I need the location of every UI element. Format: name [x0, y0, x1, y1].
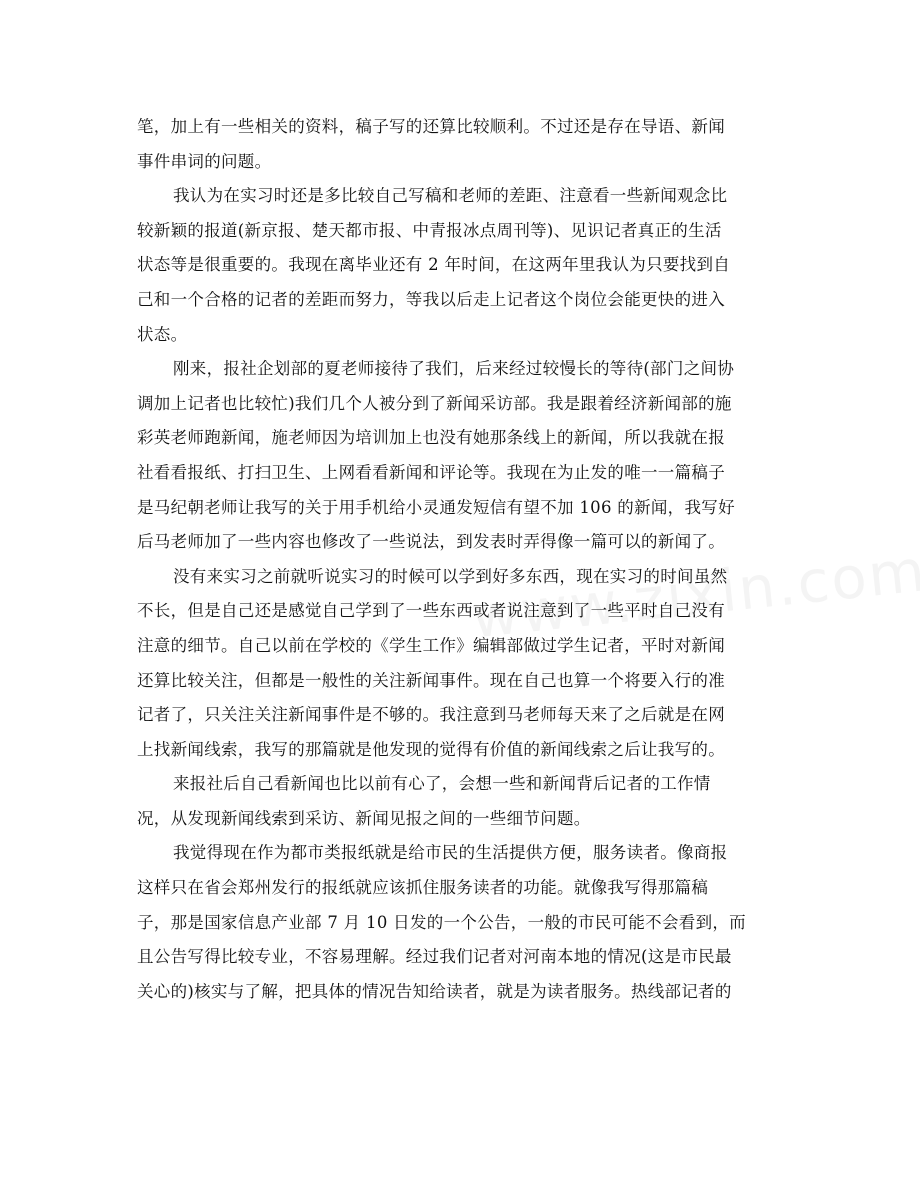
text-line: 记者了，只关注关注新闻事件是不够的。我注意到马老师每天来了之后就是在网 [137, 705, 725, 725]
text-line: 子，那是国家信息产业部 7 月 10 日发的一个公告，一般的市民可能不会看到，而 [137, 912, 746, 932]
paragraph [137, 352, 784, 560]
text-line: 我觉得现在作为都市类报纸就是给市民的生活提供方便，服务读者。像商报 [173, 843, 728, 863]
text-line: 彩英老师跑新闻，施老师因为培训加上也没有她那条线上的新闻，所以我就在报 [137, 428, 725, 448]
text-line: 关心的)核实与了解，把具体的情况告知给读者，就是为读者服务。热线部记者的 [137, 981, 732, 1001]
text-line: 注意的细节。自己以前在学校的《学生工作》编辑部做过学生记者，平时对新闻 [137, 635, 725, 655]
text-line: 状态。 [137, 324, 188, 344]
text-line: 刚来，报社企划部的夏老师接待了我们，后来经过较慢长的等待(部门之间协 [173, 359, 735, 379]
text-line: 状态等是很重要的。我现在离毕业还有 2 年时间，在这两年里我认为只要找到自 [137, 255, 731, 275]
text-line: 来报社后自己看新闻也比以前有心了，会想一些和新闻背后记者的工作情 [173, 774, 711, 794]
text-line: 这样只在省会郑州发行的报纸就应该抓住服务读者的功能。就像我写得那篇稿 [137, 878, 709, 898]
document-body [137, 110, 784, 1009]
text-line: 社看看报纸、打扫卫生、上网看看新闻和评论等。我现在为止发的唯一一篇稿子 [137, 462, 725, 482]
text-line: 事件串词的问题。 [137, 151, 272, 171]
paragraph [137, 179, 784, 352]
paragraph [137, 110, 784, 179]
text-line: 我认为在实习时还是多比较自己写稿和老师的差距、注意看一些新闻观念比 [173, 186, 728, 206]
text-line: 笔，加上有一些相关的资料，稿子写的还算比较顺利。不过还是存在导语、新闻 [137, 117, 725, 136]
text-line: 较新颖的报道(新京报、楚天都市报、中青报冰点周刊等)、见识记者真正的生活 [137, 220, 722, 240]
text-line: 后马老师加了一些内容也修改了一些说法，到发表时弄得像一篇可以的新闻了。 [137, 532, 725, 552]
text-line: 不长，但是自己还是感觉自己学到了一些东西或者说注意到了一些平时自己没有 [137, 601, 725, 621]
text-line: 且公告写得比较专业，不容易理解。经过我们记者对河南本地的情况(这是市民最 [137, 947, 732, 967]
text-line: 己和一个合格的记者的差距而努力，等我以后走上记者这个岗位会能更快的进入 [137, 289, 725, 309]
text-line: 没有来实习之前就听说实习的时候可以学到好多东西，现在实习的时间虽然 [173, 566, 728, 586]
paragraph [137, 560, 784, 768]
text-line: 上找新闻线索，我写的那篇就是他发现的觉得有价值的新闻线索之后让我写的。 [137, 739, 725, 759]
text-line: 是马纪朝老师让我写的关于用手机给小灵通发短信有望不加 106 的新闻，我写好 [137, 497, 735, 517]
text-line: 调加上记者也比较忙)我们几个人被分到了新闻采访部。我是跟着经济新闻部的施 [137, 393, 732, 413]
text-line: 况，从发现新闻线索到采访、新闻见报之间的一些细节问题。 [137, 808, 591, 828]
paragraph [137, 767, 784, 836]
text-line: 还算比较关注，但都是一般性的关注新闻事件。现在自己也算一个将要入行的准 [137, 670, 725, 690]
paragraph [137, 836, 784, 1009]
